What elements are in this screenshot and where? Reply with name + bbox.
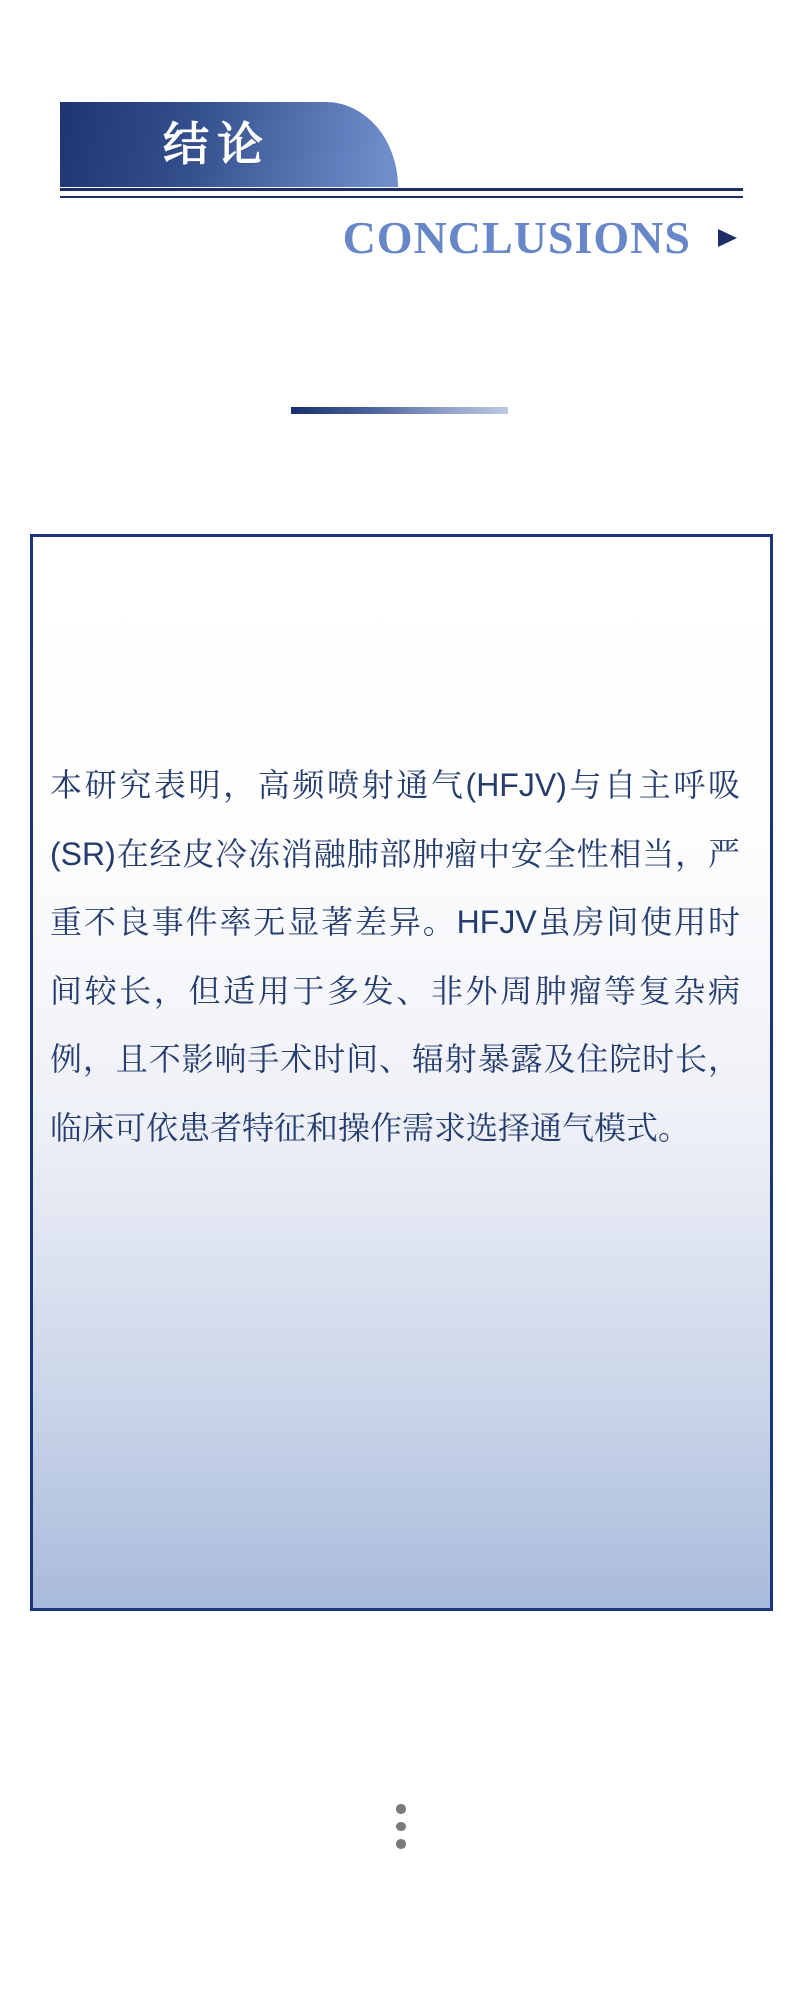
section-heading-row	[0, 214, 737, 262]
conclusion-paragraph	[50, 751, 740, 1162]
ellipsis-dot	[396, 1822, 406, 1832]
ellipsis-dot	[396, 1804, 406, 1814]
conclusion-box	[30, 534, 773, 1611]
conclusion-line: 重不良事件率无显著差异。HFJV虽房间使用时	[50, 904, 740, 940]
divider-rule-thin	[60, 196, 743, 198]
vertical-ellipsis-icon	[396, 1804, 406, 1849]
section-banner-title: 结论	[163, 118, 271, 170]
conclusion-line: 例，且不影响手术时间、辐射暴露及住院时长，	[50, 1041, 740, 1077]
section-banner	[60, 102, 398, 187]
divider-rule-thick	[60, 188, 743, 191]
conclusion-line: 间较长，但适用于多发、非外周肿瘤等复杂病	[50, 972, 740, 1009]
section-heading-english: CONCLUSIONS	[342, 212, 691, 263]
ellipsis-dot	[396, 1839, 406, 1849]
conclusion-line: 临床可依患者特征和操作需求选择通气模式。	[50, 1109, 691, 1146]
arrow-right-icon	[718, 229, 737, 247]
conclusion-line: 本研究表明，高频喷射通气(HFJV)与自主呼吸	[50, 767, 740, 803]
gradient-divider-bar	[291, 407, 508, 414]
conclusion-line: (SR)在经皮冷冻消融肺部肿瘤中安全性相当，严	[50, 835, 740, 872]
